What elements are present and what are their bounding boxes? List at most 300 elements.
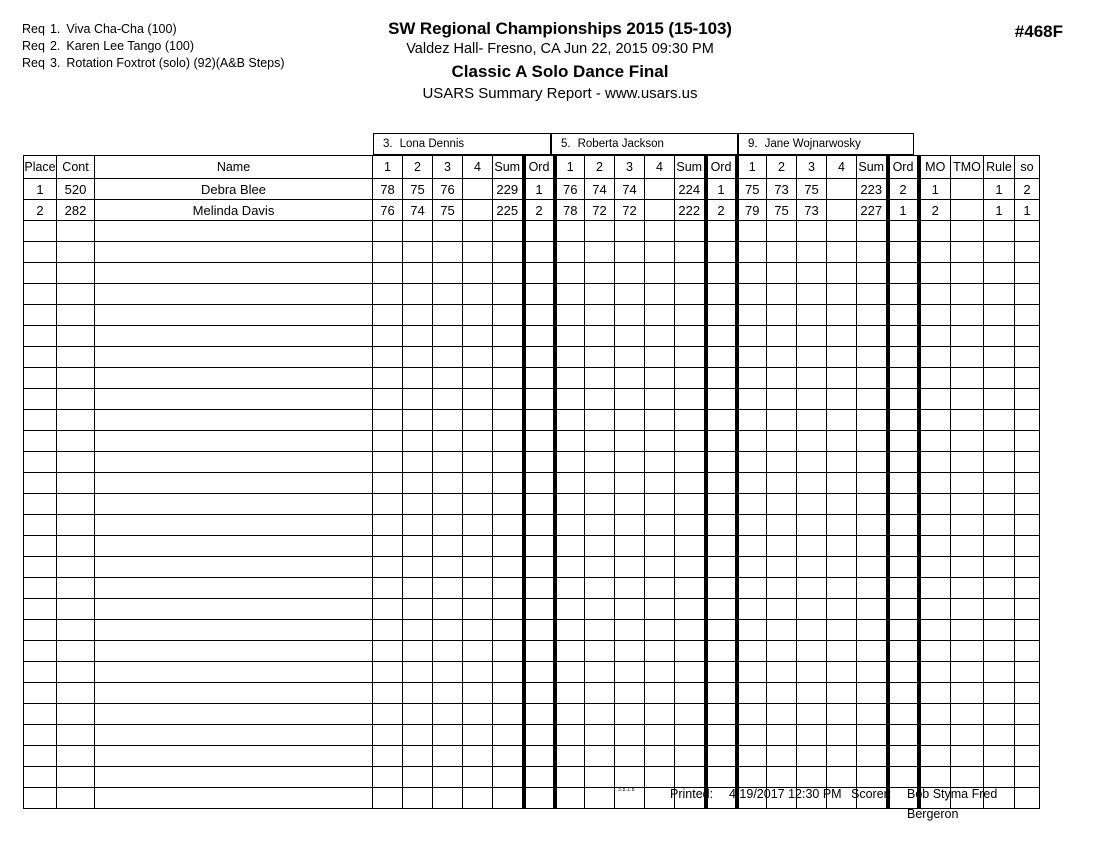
cell-rule <box>984 263 1015 284</box>
cell-judge-score <box>373 641 403 662</box>
cell-judge-score <box>555 242 585 263</box>
cell-judge-score <box>373 746 403 767</box>
cell-cont <box>57 536 95 557</box>
cell-judge-score <box>797 452 827 473</box>
cell-judge-score <box>827 221 857 242</box>
cell-judge-score <box>555 431 585 452</box>
cell-judge-score <box>737 431 767 452</box>
cell-judge-score <box>615 326 645 347</box>
cell-judge-score <box>827 368 857 389</box>
cell-judge-score <box>463 326 493 347</box>
column-header-dance-4: 4 <box>463 156 493 179</box>
cell-judge-score <box>737 704 767 725</box>
requirement-number: 1. <box>49 22 61 36</box>
cell-judge-score <box>463 473 493 494</box>
cell-judge-score <box>463 536 493 557</box>
cell-mo <box>919 473 951 494</box>
cell-cont <box>57 725 95 746</box>
cell-judge-score <box>827 431 857 452</box>
cell-judge-score <box>615 662 645 683</box>
cell-judge-sum: 223 <box>857 179 888 200</box>
judge-name: Roberta Jackson <box>577 138 664 150</box>
cell-judge-score <box>555 326 585 347</box>
cell-mo <box>919 347 951 368</box>
cell-judge-score <box>585 389 615 410</box>
cell-judge-score <box>463 515 493 536</box>
cell-judge-score <box>645 473 675 494</box>
cell-judge-sum <box>493 242 524 263</box>
cell-so <box>1015 725 1040 746</box>
cell-judge-score <box>737 746 767 767</box>
cell-cont <box>57 431 95 452</box>
cell-judge-score <box>767 242 797 263</box>
cell-mo <box>919 620 951 641</box>
cell-name <box>95 242 373 263</box>
cell-judge-ord <box>888 578 919 599</box>
cell-judge-ord: 2 <box>706 200 737 221</box>
cell-judge-score: 79 <box>737 200 767 221</box>
cell-judge-score <box>433 452 463 473</box>
cell-judge-score <box>463 599 493 620</box>
cell-judge-score <box>737 284 767 305</box>
cell-place <box>24 368 57 389</box>
cell-judge-score <box>827 305 857 326</box>
cell-cont <box>57 746 95 767</box>
cell-name <box>95 683 373 704</box>
cell-judge-score <box>737 662 767 683</box>
cell-judge-score <box>403 305 433 326</box>
cell-mo <box>919 662 951 683</box>
cell-judge-sum <box>675 326 706 347</box>
cell-rule <box>984 641 1015 662</box>
cell-cont <box>57 389 95 410</box>
cell-name <box>95 725 373 746</box>
cell-place <box>24 662 57 683</box>
table-row-empty <box>24 368 1040 389</box>
column-header-dance-4: 4 <box>645 156 675 179</box>
cell-judge-score <box>555 221 585 242</box>
cell-judge-score <box>827 662 857 683</box>
cell-judge-score <box>403 242 433 263</box>
cell-judge-sum <box>857 515 888 536</box>
cell-judge-score <box>737 368 767 389</box>
cell-judge-score <box>433 746 463 767</box>
report-subtitle: USARS Summary Report - www.usars.us <box>422 85 698 102</box>
judge-number: 9. <box>748 138 758 150</box>
cell-judge-score <box>645 578 675 599</box>
cell-judge-sum <box>493 599 524 620</box>
cell-mo <box>919 221 951 242</box>
cell-judge-score <box>433 515 463 536</box>
cell-judge-score <box>403 389 433 410</box>
cell-judge-score <box>797 662 827 683</box>
cell-judge-score <box>645 494 675 515</box>
cell-judge-score <box>827 494 857 515</box>
cell-judge-score <box>767 641 797 662</box>
cell-judge-score <box>585 431 615 452</box>
cell-name <box>95 431 373 452</box>
cell-judge-sum <box>675 683 706 704</box>
judge-caption <box>738 133 914 155</box>
table-row-empty <box>24 494 1040 515</box>
cell-place: 2 <box>24 200 57 221</box>
cell-judge-score: 76 <box>555 179 585 200</box>
cell-judge-score <box>585 368 615 389</box>
cell-rule <box>984 242 1015 263</box>
cell-tmo <box>951 389 984 410</box>
cell-rule <box>984 704 1015 725</box>
cell-judge-ord <box>888 641 919 662</box>
cell-place <box>24 620 57 641</box>
table-row-empty <box>24 389 1040 410</box>
cell-judge-sum <box>675 452 706 473</box>
cell-judge-score <box>645 641 675 662</box>
cell-so <box>1015 746 1040 767</box>
cell-so <box>1015 326 1040 347</box>
cell-judge-ord <box>706 704 737 725</box>
column-header-dance-1: 1 <box>737 156 767 179</box>
requirement-text: Rotation Foxtrot (solo) (92)(A&B Steps) <box>66 56 285 70</box>
cell-judge-score <box>797 557 827 578</box>
column-header-rule: Rule <box>984 156 1015 179</box>
cell-judge-score <box>615 389 645 410</box>
cell-judge-sum <box>493 284 524 305</box>
cell-judge-ord <box>706 473 737 494</box>
cell-judge-ord <box>888 431 919 452</box>
cell-judge-score: 74 <box>403 200 433 221</box>
report-header <box>320 19 800 104</box>
cell-judge-score <box>403 725 433 746</box>
cell-judge-score <box>433 662 463 683</box>
cell-judge-score <box>463 242 493 263</box>
cell-judge-score <box>645 305 675 326</box>
cell-judge-ord <box>888 746 919 767</box>
cell-rule <box>984 347 1015 368</box>
cell-judge-score <box>767 704 797 725</box>
cell-judge-ord <box>524 452 555 473</box>
cell-judge-score <box>373 263 403 284</box>
cell-judge-score <box>463 494 493 515</box>
cell-mo <box>919 305 951 326</box>
cell-name <box>95 557 373 578</box>
cell-judge-score <box>615 599 645 620</box>
cell-so <box>1015 683 1040 704</box>
cell-place <box>24 515 57 536</box>
cell-judge-score <box>433 410 463 431</box>
cell-judge-ord <box>706 389 737 410</box>
cell-place <box>24 326 57 347</box>
cell-judge-score <box>615 410 645 431</box>
cell-judge-score <box>463 347 493 368</box>
cell-place <box>24 221 57 242</box>
cell-judge-sum <box>493 725 524 746</box>
cell-judge-ord <box>706 578 737 599</box>
cell-judge-ord <box>706 410 737 431</box>
cell-judge-score <box>585 620 615 641</box>
cell-judge-score <box>737 263 767 284</box>
judge-number: 3. <box>383 138 393 150</box>
cell-judge-score: 74 <box>615 179 645 200</box>
cell-judge-sum <box>493 704 524 725</box>
cell-rule <box>984 284 1015 305</box>
version-stamp: 3.8.1.8 <box>618 787 635 793</box>
cell-tmo <box>951 746 984 767</box>
cell-judge-score <box>797 599 827 620</box>
cell-judge-score <box>463 431 493 452</box>
cell-judge-ord <box>706 536 737 557</box>
cell-judge-ord <box>888 452 919 473</box>
cell-judge-score <box>555 494 585 515</box>
cell-judge-score <box>827 620 857 641</box>
cell-judge-score <box>737 536 767 557</box>
cell-judge-score <box>555 347 585 368</box>
cell-judge-score <box>463 284 493 305</box>
cell-judge-score <box>797 305 827 326</box>
cell-tmo <box>951 284 984 305</box>
column-header-dance-2: 2 <box>403 156 433 179</box>
cell-judge-score <box>615 515 645 536</box>
cell-judge-score <box>737 452 767 473</box>
cell-judge-score <box>767 326 797 347</box>
cell-judge-score <box>433 221 463 242</box>
cell-place: 1 <box>24 179 57 200</box>
cell-judge-ord: 1 <box>706 179 737 200</box>
cell-judge-sum: 224 <box>675 179 706 200</box>
cell-judge-score <box>615 725 645 746</box>
cell-judge-ord <box>524 389 555 410</box>
cell-judge-score <box>585 725 615 746</box>
cell-judge-score <box>827 725 857 746</box>
cell-judge-sum <box>493 326 524 347</box>
cell-judge-score <box>797 641 827 662</box>
cell-judge-score <box>767 284 797 305</box>
cell-judge-score <box>767 389 797 410</box>
table-row-empty <box>24 242 1040 263</box>
cell-tmo <box>951 326 984 347</box>
cell-judge-ord <box>706 347 737 368</box>
cell-judge-score <box>767 473 797 494</box>
cell-judge-score <box>433 431 463 452</box>
cell-name <box>95 473 373 494</box>
cell-judge-score <box>555 284 585 305</box>
cell-judge-score <box>555 683 585 704</box>
cell-so <box>1015 599 1040 620</box>
cell-so <box>1015 347 1040 368</box>
cell-mo <box>919 326 951 347</box>
table-row <box>24 179 1040 200</box>
cell-rule <box>984 746 1015 767</box>
cell-so <box>1015 662 1040 683</box>
cell-judge-ord <box>524 284 555 305</box>
cell-judge-ord <box>706 683 737 704</box>
cell-judge-score <box>433 557 463 578</box>
cell-judge-score <box>767 620 797 641</box>
cell-judge-score <box>433 599 463 620</box>
cell-name <box>95 704 373 725</box>
cell-judge-score <box>433 578 463 599</box>
cell-judge-sum <box>675 263 706 284</box>
cell-judge-score <box>827 473 857 494</box>
cell-judge-score <box>373 326 403 347</box>
cell-judge-ord <box>888 662 919 683</box>
cell-name <box>95 641 373 662</box>
cell-judge-score <box>827 578 857 599</box>
cell-judge-score <box>737 725 767 746</box>
cell-place <box>24 263 57 284</box>
cell-judge-score <box>645 620 675 641</box>
cell-name <box>95 746 373 767</box>
cell-judge-score <box>797 284 827 305</box>
cell-judge-sum <box>493 746 524 767</box>
cell-mo <box>919 368 951 389</box>
cell-judge-score <box>615 620 645 641</box>
cell-judge-score <box>403 368 433 389</box>
cell-judge-ord <box>888 326 919 347</box>
cell-judge-score <box>463 746 493 767</box>
cell-judge-score <box>373 473 403 494</box>
cell-judge-ord <box>706 368 737 389</box>
cell-judge-score <box>403 557 433 578</box>
cell-judge-sum <box>857 536 888 557</box>
cell-judge-score <box>463 221 493 242</box>
cell-judge-score <box>767 578 797 599</box>
cell-judge-ord <box>524 242 555 263</box>
cell-so <box>1015 263 1040 284</box>
cell-judge-score <box>585 704 615 725</box>
cell-judge-ord: 2 <box>888 179 919 200</box>
cell-judge-score <box>463 725 493 746</box>
cell-so <box>1015 221 1040 242</box>
cell-judge-score <box>585 347 615 368</box>
cell-judge-sum <box>675 599 706 620</box>
cell-place <box>24 599 57 620</box>
cell-judge-ord <box>524 515 555 536</box>
cell-judge-score <box>433 641 463 662</box>
cell-judge-score <box>615 242 645 263</box>
cell-judge-sum <box>857 494 888 515</box>
cell-judge-sum <box>675 578 706 599</box>
cell-tmo <box>951 683 984 704</box>
cell-judge-score <box>615 557 645 578</box>
cell-judge-score <box>403 746 433 767</box>
scorer-label: Scorer: <box>851 787 892 801</box>
cell-judge-score <box>403 536 433 557</box>
cell-cont <box>57 347 95 368</box>
cell-judge-score: 75 <box>797 179 827 200</box>
cell-place <box>24 431 57 452</box>
cell-judge-score <box>463 389 493 410</box>
cell-judge-score <box>827 263 857 284</box>
cell-name <box>95 305 373 326</box>
cell-tmo <box>951 641 984 662</box>
cell-judge-sum <box>493 494 524 515</box>
requirement-text: Viva Cha-Cha (100) <box>66 22 177 36</box>
cell-so <box>1015 305 1040 326</box>
cell-mo <box>919 452 951 473</box>
cell-judge-ord <box>888 221 919 242</box>
cell-tmo <box>951 410 984 431</box>
cell-cont <box>57 368 95 389</box>
cell-judge-score <box>585 746 615 767</box>
cell-judge-score <box>797 389 827 410</box>
cell-judge-ord <box>524 263 555 284</box>
cell-mo <box>919 641 951 662</box>
cell-cont <box>57 221 95 242</box>
cell-judge-score <box>555 473 585 494</box>
cell-judge-score <box>645 515 675 536</box>
cell-cont <box>57 305 95 326</box>
cell-judge-score <box>555 620 585 641</box>
report-footer <box>23 784 1035 821</box>
cell-judge-score <box>645 410 675 431</box>
cell-judge-score <box>373 725 403 746</box>
cell-rule <box>984 305 1015 326</box>
cell-so <box>1015 452 1040 473</box>
cell-judge-sum <box>493 452 524 473</box>
cell-judge-score <box>797 326 827 347</box>
cell-judge-ord <box>524 578 555 599</box>
cell-cont <box>57 578 95 599</box>
cell-tmo <box>951 494 984 515</box>
cell-judge-score <box>585 599 615 620</box>
table-row-empty <box>24 326 1040 347</box>
cell-rule <box>984 368 1015 389</box>
cell-judge-ord <box>706 326 737 347</box>
cell-judge-sum <box>857 305 888 326</box>
cell-judge-score <box>615 641 645 662</box>
cell-cont: 282 <box>57 200 95 221</box>
cell-judge-score <box>827 284 857 305</box>
cell-judge-ord <box>524 494 555 515</box>
column-header-dance-2: 2 <box>585 156 615 179</box>
cell-judge-score <box>373 515 403 536</box>
column-header-ord: Ord <box>888 156 919 179</box>
table-row-empty <box>24 662 1040 683</box>
cell-judge-sum <box>857 263 888 284</box>
cell-judge-ord <box>524 662 555 683</box>
cell-judge-score <box>615 704 645 725</box>
cell-judge-score <box>373 242 403 263</box>
cell-judge-score <box>555 578 585 599</box>
cell-judge-score <box>767 599 797 620</box>
cell-judge-score <box>797 704 827 725</box>
cell-judge-sum <box>493 347 524 368</box>
cell-judge-score: 78 <box>555 200 585 221</box>
cell-mo <box>919 494 951 515</box>
cell-judge-sum <box>857 242 888 263</box>
cell-judge-score <box>767 494 797 515</box>
cell-judge-score <box>585 557 615 578</box>
cell-judge-sum <box>857 704 888 725</box>
cell-judge-sum <box>675 515 706 536</box>
cell-rule <box>984 452 1015 473</box>
cell-judge-score <box>555 536 585 557</box>
cell-judge-ord <box>888 704 919 725</box>
cell-judge-ord <box>706 452 737 473</box>
cell-judge-ord <box>888 725 919 746</box>
cell-judge-ord <box>706 242 737 263</box>
cell-cont <box>57 284 95 305</box>
cell-judge-score <box>373 662 403 683</box>
cell-judge-score: 72 <box>585 200 615 221</box>
cell-judge-score <box>645 200 675 221</box>
table-row-empty <box>24 746 1040 767</box>
cell-judge-score <box>373 557 403 578</box>
cell-judge-sum <box>857 662 888 683</box>
cell-judge-score <box>767 725 797 746</box>
cell-judge-score <box>555 389 585 410</box>
cell-tmo <box>951 263 984 284</box>
